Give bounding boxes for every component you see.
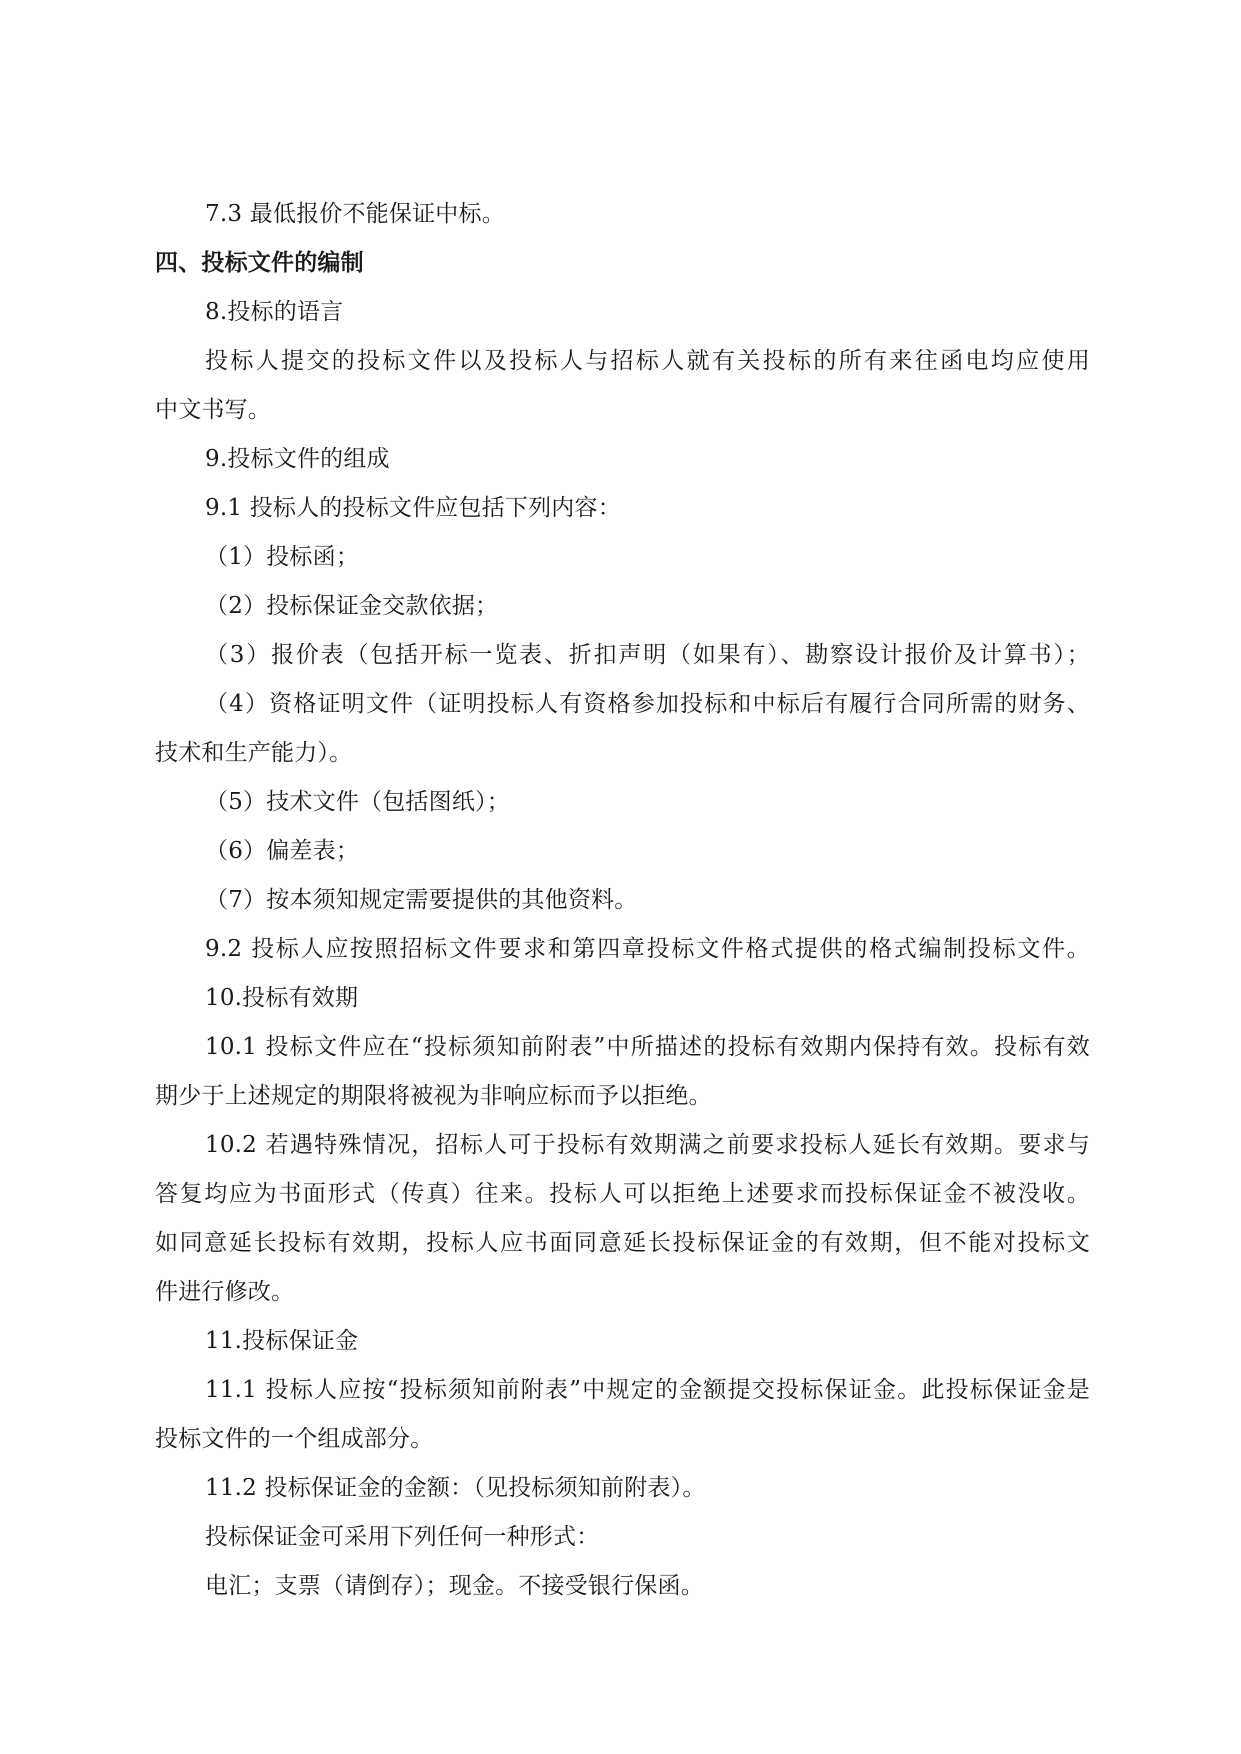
paragraph-line: 投标人提交的投标文件以及投标人与招标人就有关投标的所有来往函电均应使用 — [205, 348, 1090, 374]
list-item: （2）投标保证金交款依据； — [205, 593, 499, 619]
paragraph-line: 中文书写。 — [155, 397, 271, 423]
paragraph-line: 9.投标文件的组成 — [205, 446, 390, 472]
paragraph-line: 10.2 若遇特殊情况，招标人可于投标有效期满之前要求投标人延长有效期。要求与 — [205, 1132, 1090, 1158]
paragraph-line: 技术和生产能力）。 — [155, 740, 353, 766]
paragraph-line: 期少于上述规定的期限将被视为非响应标而予以拒绝。 — [155, 1083, 712, 1109]
document-body — [155, 190, 1090, 1611]
paragraph-line: 7.3 最低报价不能保证中标。 — [205, 201, 505, 227]
paragraph-line: 如同意延长投标有效期，投标人应书面同意延长投标保证金的有效期，但不能对投标文 — [155, 1230, 1090, 1256]
list-item: （4）资格证明文件（证明投标人有资格参加投标和中标后有履行合同所需的财务、 — [205, 691, 1090, 717]
list-item: （5）技术文件（包括图纸）； — [205, 789, 510, 815]
paragraph-line: 11.投标保证金 — [205, 1328, 359, 1354]
paragraph-line: 9.2 投标人应按照招标文件要求和第四章投标文件格式提供的格式编制投标文件。 — [205, 936, 1090, 962]
paragraph-line: 10.投标有效期 — [205, 985, 359, 1011]
paragraph-line: 8.投标的语言 — [205, 299, 344, 325]
list-item: （1）投标函； — [205, 544, 360, 570]
paragraph-line: 答复均应为书面形式（传真）往来。投标人可以拒绝上述要求而投标保证金不被没收。 — [155, 1181, 1090, 1207]
paragraph-line: 9.1 投标人的投标文件应包括下列内容： — [205, 495, 621, 521]
paragraph-line: 11.1 投标人应按“投标须知前附表”中规定的金额提交投标保证金。此投标保证金是 — [205, 1377, 1090, 1403]
section-heading: 四、投标文件的编制 — [155, 250, 364, 276]
list-item: （7）按本须知规定需要提供的其他资料。 — [205, 887, 638, 913]
list-item: （3）报价表（包括开标一览表、折扣声明（如果有）、勘察设计报价及计算书）； — [205, 642, 1090, 668]
paragraph-line: 投标文件的一个组成部分。 — [155, 1426, 434, 1452]
paragraph-line: 10.1 投标文件应在“投标须知前附表”中所描述的投标有效期内保持有效。投标有效 — [205, 1034, 1090, 1060]
paragraph-line: 件进行修改。 — [155, 1279, 295, 1305]
paragraph-line: 投标保证金可采用下列任何一种形式： — [205, 1524, 600, 1550]
paragraph-line: 11.2 投标保证金的金额：（见投标须知前附表）。 — [205, 1475, 706, 1501]
list-item: （6）偏差表； — [205, 838, 360, 864]
paragraph-line: 电汇；支票（请倒存）；现金。不接受银行保函。 — [205, 1573, 704, 1599]
